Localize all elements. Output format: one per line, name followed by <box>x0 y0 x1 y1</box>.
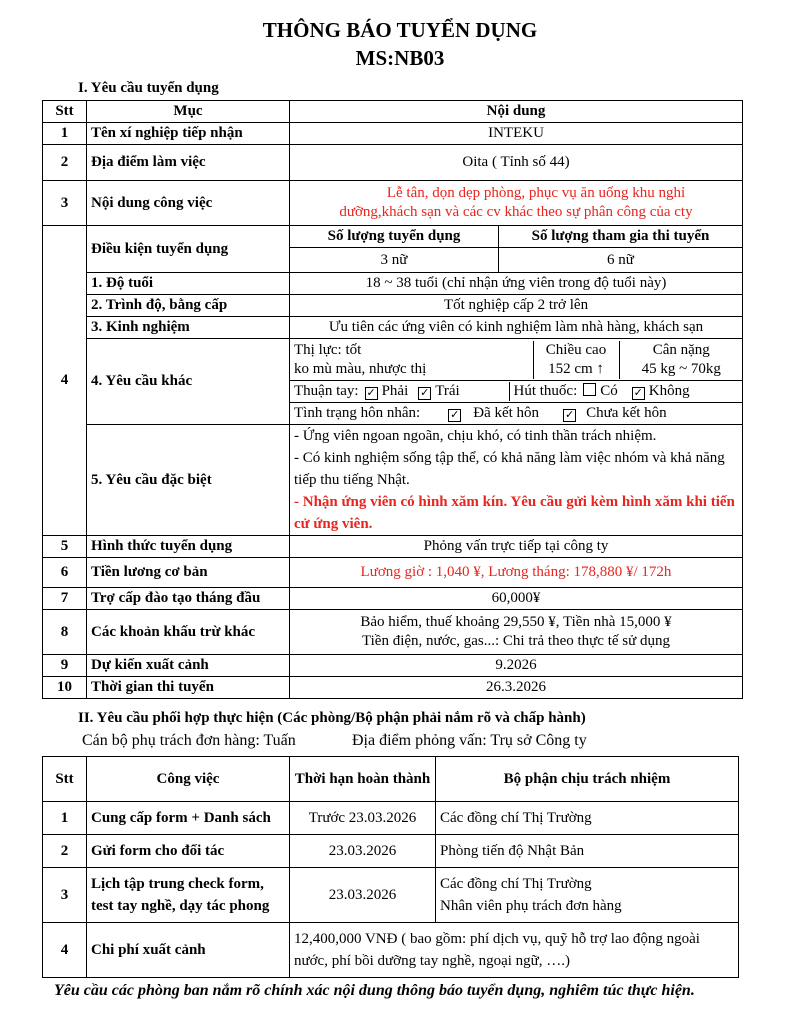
smoking-yes-label: Có <box>600 383 618 399</box>
table-row <box>43 536 743 558</box>
department-line-1: Phòng tiến độ Nhật Bản <box>440 842 585 859</box>
department-line-1: Các đồng chí Thị Trường <box>440 876 592 892</box>
exam-date: 26.3.2026 <box>290 677 743 699</box>
table-row <box>43 295 743 317</box>
table-row <box>43 677 743 699</box>
handedness-label: Thuận tay: <box>294 383 359 399</box>
table-header-row <box>43 757 739 802</box>
row-label: Tiền lương cơ bản <box>87 558 290 588</box>
table-row <box>43 181 743 226</box>
deadline: 23.03.2026 <box>290 868 436 923</box>
table-row <box>43 610 743 655</box>
row-label: Dự kiến xuất cảnh <box>87 655 290 677</box>
special-requirement-3: - Nhận ứng viên có hình xăm kín. Yêu cầu gửi kèm hình xăm khi tiến cử ứng viên. <box>294 494 735 532</box>
deductions-line-2: Tiền điện, nước, gas...: Chi trả theo thực tế sử dụng <box>362 633 670 649</box>
height-label: Chiều cao <box>545 341 607 358</box>
department <box>436 835 739 868</box>
weight-value: 45 kg ~ 70kg <box>641 360 721 377</box>
base-salary: Lương giờ : 1,040 ¥, Lương tháng: 178,880 ¥/ 172h <box>290 558 743 588</box>
deductions-line-1: Bảo hiểm, thuế khoảng 29,550 ¥, Tiền nhà 15,000 ¥ <box>360 614 672 630</box>
row-label: Hình thức tuyển dụng <box>87 536 290 558</box>
table-row <box>43 868 739 923</box>
row-stt: 3 <box>43 181 87 226</box>
handedness-cell <box>290 382 509 401</box>
quota-label: Số lượng tuyển dụng <box>290 226 499 248</box>
handedness-smoking-row <box>290 381 743 403</box>
row-stt: 1 <box>43 123 87 145</box>
table-row <box>43 425 743 536</box>
header-task: Công việc <box>87 757 290 802</box>
experience-requirement: Ưu tiên các ứng viên có kinh nghiệm làm nhà hàng, khách sạn <box>290 317 743 339</box>
special-requirements <box>290 425 743 536</box>
table-header-row <box>43 101 743 123</box>
marital-status-label: Tình trạng hôn nhân: <box>294 405 421 421</box>
table-row <box>43 835 739 868</box>
header-stt: Stt <box>43 757 87 802</box>
height-value: 152 cm ↑ <box>548 360 604 377</box>
right-hand-checkbox[interactable]: ✓ <box>366 387 376 399</box>
company-name: INTEKU <box>290 123 743 145</box>
deductions <box>290 610 743 655</box>
row-stt: 2 <box>43 145 87 181</box>
department <box>436 802 739 835</box>
task: Gửi form cho đối tác <box>87 835 290 868</box>
smoking-no-checkbox[interactable]: ✓ <box>633 387 643 399</box>
row-label: Tên xí nghiệp tiếp nhận <box>87 123 290 145</box>
eyesight-line-2: ko mù màu, nhược thị <box>294 360 427 377</box>
weight-cell <box>619 341 743 379</box>
document-code: MS:NB03 <box>355 46 445 70</box>
eyesight-cell <box>290 341 533 379</box>
single-label: Chưa kết hôn <box>586 405 667 421</box>
row-label: 4. Yêu cầu khác <box>87 339 290 425</box>
work-location: Oita ( Tỉnh số 44) <box>290 145 743 181</box>
smoking-yes-checkbox[interactable] <box>583 383 596 396</box>
smoking-label: Hút thuốc: <box>513 383 578 399</box>
marital-status-cell <box>290 403 743 425</box>
table-row <box>43 802 739 835</box>
task: Lịch tập trung check form, test tay nghề, dạy tác phong <box>87 868 290 923</box>
header-deadline: Thời hạn hoàn thành <box>290 757 436 802</box>
table-row <box>43 655 743 677</box>
height-cell <box>533 341 619 379</box>
candidates-value: 6 nữ <box>499 248 743 273</box>
weight-label: Cân nặng <box>652 341 710 358</box>
header-noidung: Nội dung <box>290 101 743 123</box>
section-2-title: II. Yêu cầu phối hợp thực hiện (Các phòng/Bộ phận phải nắm rõ và chấp hành) <box>78 710 586 726</box>
page-title: THÔNG BÁO TUYỂN DỤNG <box>262 18 538 42</box>
coordination-table <box>42 756 739 978</box>
departure-cost: 12,400,000 VNĐ ( bao gồm: phí dịch vụ, quỹ hỗ trợ lao động ngoài nước, phí bồi dưỡng tay nghề, ngoại ngữ, ….) <box>290 923 739 978</box>
row-stt: 3 <box>43 868 87 923</box>
job-description-line-2: dưỡng,khách sạn và các cv khác theo sự phân công của cty <box>339 204 693 220</box>
interview-location: Địa điểm phỏng vấn: Trụ sở Công ty <box>352 732 587 749</box>
table-row <box>43 923 739 978</box>
smoking-cell <box>509 382 743 401</box>
table-row <box>43 145 743 181</box>
row-stt: 6 <box>43 558 87 588</box>
single-checkbox[interactable]: ✓ <box>564 409 575 421</box>
department-line-2: Nhân viên phụ trách đơn hàng <box>440 898 622 914</box>
expected-departure: 9.2026 <box>290 655 743 677</box>
table-row <box>43 123 743 145</box>
header-department: Bộ phận chịu trách nhiệm <box>436 757 739 802</box>
header-stt: Stt <box>43 101 87 123</box>
row-label: Các khoản khấu trừ khác <box>87 610 290 655</box>
row-stt: 7 <box>43 588 87 610</box>
special-requirement-2: - Có kinh nghiệm sống tập thể, có khả năng làm việc nhóm và khả năng tiếp thu tiếng Nhật. <box>294 450 725 488</box>
footer-note: Yêu cầu các phòng ban nắm rõ chính xác nội dung thông báo tuyển dụng, nghiêm túc thực hiện. <box>54 982 695 999</box>
row-label: Địa điểm làm việc <box>87 145 290 181</box>
department <box>436 868 739 923</box>
row-stt: 2 <box>43 835 87 868</box>
age-range: 18 ~ 38 tuổi (chỉ nhận ứng viên trong độ tuổi này) <box>290 273 743 295</box>
row-label: Điều kiện tuyển dụng <box>87 226 290 273</box>
left-hand-label: Trái <box>435 383 460 399</box>
row-label: Nội dung công việc <box>87 181 290 226</box>
eyesight-line-1: Thị lực: tốt <box>294 341 362 358</box>
row-stt: 4 <box>43 226 87 536</box>
task: Chi phí xuất cảnh <box>87 923 290 978</box>
job-description <box>290 181 743 226</box>
row-label: 5. Yêu cầu đặc biệt <box>87 425 290 536</box>
deadline: 23.03.2026 <box>290 835 436 868</box>
deadline: Trước 23.03.2026 <box>290 802 436 835</box>
row-stt: 4 <box>43 923 87 978</box>
training-allowance: 60,000¥ <box>290 588 743 610</box>
table-row <box>43 588 743 610</box>
task: Cung cấp form + Danh sách <box>87 802 290 835</box>
special-requirement-1: - Ứng viên ngoan ngoãn, chịu khó, có tinh thần trách nhiệm. <box>294 428 657 444</box>
smoking-no-label: Không <box>648 383 690 399</box>
physical-requirements <box>290 339 743 381</box>
recruitment-requirements-table <box>42 100 743 699</box>
row-stt: 5 <box>43 536 87 558</box>
table-row <box>43 339 743 381</box>
table-row <box>43 273 743 295</box>
row-label: Thời gian thi tuyển <box>87 677 290 699</box>
job-description-line-1: Lễ tân, dọn dẹp phòng, phục vụ ăn uống khu nghỉ <box>386 185 686 201</box>
recruitment-method: Phỏng vấn trực tiếp tại công ty <box>290 536 743 558</box>
row-stt: 8 <box>43 610 87 655</box>
education-level: Tốt nghiệp cấp 2 trở lên <box>290 295 743 317</box>
row-label: Trợ cấp đào tạo tháng đầu <box>87 588 290 610</box>
department-line-1: Các đồng chí Thị Trường <box>440 809 592 826</box>
table-row <box>43 558 743 588</box>
row-stt: 10 <box>43 677 87 699</box>
row-stt: 1 <box>43 802 87 835</box>
row-stt: 9 <box>43 655 87 677</box>
table-row <box>43 317 743 339</box>
married-label: Đã kết hôn <box>473 405 540 421</box>
left-hand-checkbox[interactable]: ✓ <box>420 387 430 399</box>
order-manager: Cán bộ phụ trách đơn hàng: Tuấn <box>82 732 296 749</box>
row-label: 3. Kinh nghiệm <box>87 317 290 339</box>
candidates-label: Số lượng tham gia thi tuyển <box>499 226 743 248</box>
right-hand-label: Phải <box>381 383 409 399</box>
row-label: 2. Trình độ, bằng cấp <box>87 295 290 317</box>
married-checkbox[interactable]: ✓ <box>450 409 460 421</box>
row-label: 1. Độ tuổi <box>87 273 290 295</box>
section-1-title: I. Yêu cầu tuyển dụng <box>78 80 219 96</box>
header-muc: Mục <box>87 101 290 123</box>
quota-value: 3 nữ <box>290 248 499 273</box>
table-row <box>43 226 743 248</box>
